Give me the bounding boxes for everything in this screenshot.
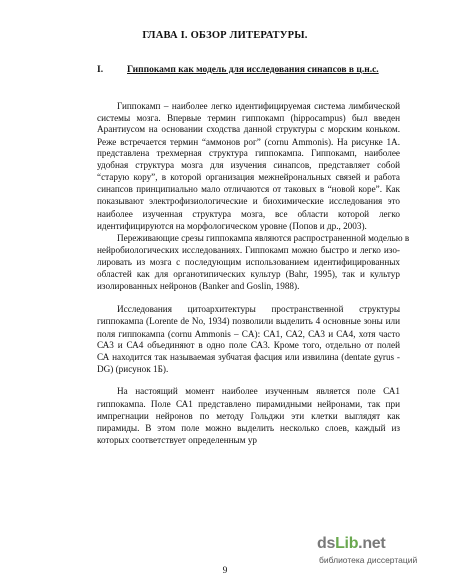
logo-suffix: .net: [358, 535, 386, 552]
text-line: СА находится так называемая зубчатая фасция или извилина (dentate gyrus -: [97, 352, 400, 362]
section-heading: [97, 65, 379, 75]
text-line: гиппокампа (Lorente de No, 1934) позволили выделить 4 основные зоны или: [97, 316, 400, 326]
text-line: На настоящий момент наиболее изученным является поле СА1: [117, 386, 400, 396]
text-line: Исследования цитоархитектуры пространственной структуры: [117, 304, 400, 314]
watermark-logo: [317, 535, 442, 567]
text-line: пирамиды. В этом поле можно выделить несколько слоев, каждый из: [97, 423, 400, 433]
text-line: нейробиологических исследованиях. Гиппокамп можно быстро и легко изо-: [97, 245, 400, 255]
text-line: представлена трехмерная структура гиппокампа. Гиппокамп, наиболее: [97, 148, 400, 158]
section-number: I.: [97, 65, 104, 75]
text-line: Арантиусом на основании сходства данной структуры с морским коньком.: [97, 124, 400, 134]
text-line: лировать из мозга с последующим использованием идентифицированных: [97, 257, 400, 267]
page-number: 9: [222, 566, 228, 576]
logo-prefix: ds: [317, 535, 336, 552]
watermark-subtitle: библиотека диссертаций: [319, 555, 418, 565]
text-line: Реже встречается термин “аммонов рог” (cornu Ammonis). На рисунке 1А.: [97, 137, 400, 147]
text-line: изолированных нейронов (Banker and Goslin, 1988).: [97, 281, 300, 291]
text-line: показывают электрофизиологические и биохимические исследования это: [97, 196, 400, 206]
text-line: Переживающие срезы гиппокампа являются распространенной моделью в: [117, 233, 410, 243]
text-line: поля гиппокампа (cornu Ammonis – CA): СА1, СА2, СА3 и СА4, хотя часто: [97, 329, 400, 339]
text-line: “старую кору”, в которой организация межнейрональных связей и работа: [97, 172, 400, 182]
text-line: синапсов принципиально мало отличаются от таковых в “новой коре”. Как: [97, 184, 400, 194]
text-line: наиболее изученная структура мозга, все области которой легко: [97, 209, 400, 219]
text-line: импрегнации нейронов по методу Гольджи эти клетки выглядят как: [97, 411, 400, 421]
text-line: которых соответствует определенным ур: [97, 435, 258, 445]
chapter-title: ГЛАВА I. ОБЗОР ЛИТЕРАТУРЫ.: [142, 30, 308, 41]
text-line: областей как для органотипических культур (Bahr, 1995), так и культур: [97, 269, 400, 279]
text-line: гиппокампа. Поле СА1 представлено пирамидными нейронами, так при: [97, 399, 400, 409]
text-line: Гиппокамп – наиболее легко идентифицируемая система лимбической: [117, 101, 400, 111]
text-line: СА3 и СА4 объединяют в одно поле СА3. Кроме того, отдельно от полей: [97, 340, 400, 350]
text-line: удобная структура мозга для изучения синапсов, представляет собой: [97, 160, 400, 170]
section-title: Гиппокамп как модель для исследования синапсов в ц.н.с.: [127, 65, 379, 75]
text-line: идентифицируются на морфологическом уровне (Попов и др., 2003).: [97, 221, 367, 231]
logo-lib: Lib: [335, 535, 359, 552]
text-line: DG) (рисунок 1Б).: [97, 364, 169, 374]
text-line: системы мозга. Впервые термин гиппокамп (hippocampus) был введен: [97, 113, 400, 123]
watermark-logo-text: [317, 535, 385, 553]
